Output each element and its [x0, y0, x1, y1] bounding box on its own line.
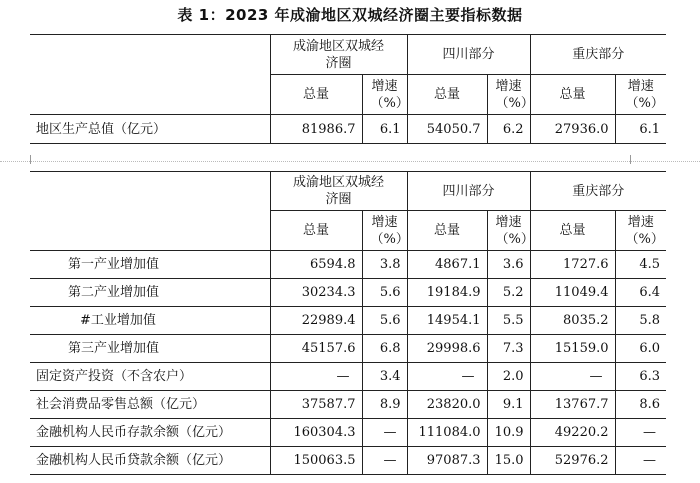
cell-value: 1727.6 — [530, 251, 615, 279]
header-region-chengyu: 成渝地区双城经济圈 — [270, 35, 407, 75]
cell-value: 5.2 — [487, 279, 530, 307]
cell-value: 30234.3 — [270, 279, 362, 307]
cell-value: 150063.5 — [270, 447, 362, 475]
cell-value: 8.9 — [362, 391, 407, 419]
cell-value: 3.8 — [362, 251, 407, 279]
cell-value: — — [362, 419, 407, 447]
cell-value: — — [615, 419, 666, 447]
header-region-chongqing: 重庆部分 — [530, 172, 666, 211]
header-total: 总量 — [270, 75, 362, 115]
header-region-sichuan: 四川部分 — [407, 172, 530, 211]
header-region-chengyu: 成渝地区双城经济圈 — [270, 172, 407, 211]
corner-cell — [30, 35, 270, 115]
header-region-chongqing: 重庆部分 — [530, 35, 666, 75]
cell-value: 29998.6 — [407, 335, 487, 363]
row-label: 金融机构人民币贷款余额（亿元） — [36, 453, 232, 468]
row-label: #工业增加值 — [80, 313, 156, 328]
cell-value: 6.8 — [362, 335, 407, 363]
header-growth: 增速（%） — [487, 75, 530, 115]
cell-value: 8.6 — [615, 391, 666, 419]
cell-value: 5.8 — [615, 307, 666, 335]
cell-value: 37587.7 — [270, 391, 362, 419]
cell-value: 2.0 — [487, 363, 530, 391]
cell-value: 15159.0 — [530, 335, 615, 363]
cell-value: 3.6 — [487, 251, 530, 279]
cell-value: 6.4 — [615, 279, 666, 307]
table-row — [30, 419, 666, 447]
row-label: 第三产业增加值 — [68, 341, 160, 356]
header-growth: 增速（%） — [615, 211, 666, 251]
row-label: 第二产业增加值 — [68, 285, 160, 300]
header-total: 总量 — [530, 75, 615, 115]
cell-value: 19184.9 — [407, 279, 487, 307]
cell-value: 5.6 — [362, 279, 407, 307]
page-break-mark — [630, 155, 631, 164]
cell-value: 5.5 — [487, 307, 530, 335]
cell-value: 45157.6 — [270, 335, 362, 363]
cell-value: 54050.7 — [407, 115, 487, 144]
gdp-table — [30, 34, 666, 144]
cell-value: 7.3 — [487, 335, 530, 363]
header-growth: 增速（%） — [615, 75, 666, 115]
header-total: 总量 — [407, 211, 487, 251]
header-growth: 增速（%） — [362, 75, 407, 115]
indicators-table — [30, 171, 666, 475]
table-row — [30, 279, 666, 307]
cell-value: 6.2 — [487, 115, 530, 144]
cell-value: 49220.2 — [530, 419, 615, 447]
cell-value: — — [530, 363, 615, 391]
table-row — [30, 335, 666, 363]
cell-value: 10.9 — [487, 419, 530, 447]
table-row — [30, 447, 666, 475]
cell-value: 23820.0 — [407, 391, 487, 419]
table-row — [30, 307, 666, 335]
cell-value: 81986.7 — [270, 115, 362, 144]
page-break-mark — [30, 155, 31, 164]
table-title: 表 1：2023 年成渝地区双城经济圈主要指标数据 — [177, 6, 523, 24]
cell-value: 8035.2 — [530, 307, 615, 335]
cell-value: 4.5 — [615, 251, 666, 279]
table-row — [30, 115, 666, 144]
cell-value: — — [270, 363, 362, 391]
cell-value: 6594.8 — [270, 251, 362, 279]
cell-value: 9.1 — [487, 391, 530, 419]
cell-value: — — [362, 447, 407, 475]
table-row — [30, 391, 666, 419]
header-total: 总量 — [530, 211, 615, 251]
table-row — [30, 251, 666, 279]
cell-value: 6.1 — [615, 115, 666, 144]
header-total: 总量 — [407, 75, 487, 115]
cell-value: 11049.4 — [530, 279, 615, 307]
page-break-line — [0, 161, 700, 162]
row-label: 地区生产总值（亿元） — [36, 121, 167, 137]
cell-value: 15.0 — [487, 447, 530, 475]
header-growth: 增速（%） — [362, 211, 407, 251]
cell-value: 4867.1 — [407, 251, 487, 279]
header-region-sichuan: 四川部分 — [407, 35, 530, 75]
cell-value: 111084.0 — [407, 419, 487, 447]
cell-value: 13767.7 — [530, 391, 615, 419]
cell-value: — — [407, 363, 487, 391]
cell-value: — — [615, 447, 666, 475]
cell-value: 3.4 — [362, 363, 407, 391]
cell-value: 6.0 — [615, 335, 666, 363]
row-label: 社会消费品零售总额（亿元） — [36, 397, 206, 412]
row-label: 第一产业增加值 — [68, 257, 160, 272]
cell-value: 27936.0 — [530, 115, 615, 144]
table-row — [30, 363, 666, 391]
cell-value: 52976.2 — [530, 447, 615, 475]
cell-value: 22989.4 — [270, 307, 362, 335]
cell-value: 160304.3 — [270, 419, 362, 447]
cell-value: 97087.3 — [407, 447, 487, 475]
header-total: 总量 — [270, 211, 362, 251]
header-growth: 增速（%） — [487, 211, 530, 251]
cell-value: 5.6 — [362, 307, 407, 335]
cell-value: 14954.1 — [407, 307, 487, 335]
row-label: 金融机构人民币存款余额（亿元） — [36, 425, 232, 440]
cell-value: 6.1 — [362, 115, 407, 144]
row-label: 固定资产投资（不含农户） — [36, 369, 193, 384]
cell-value: 6.3 — [615, 363, 666, 391]
corner-cell — [30, 172, 270, 251]
